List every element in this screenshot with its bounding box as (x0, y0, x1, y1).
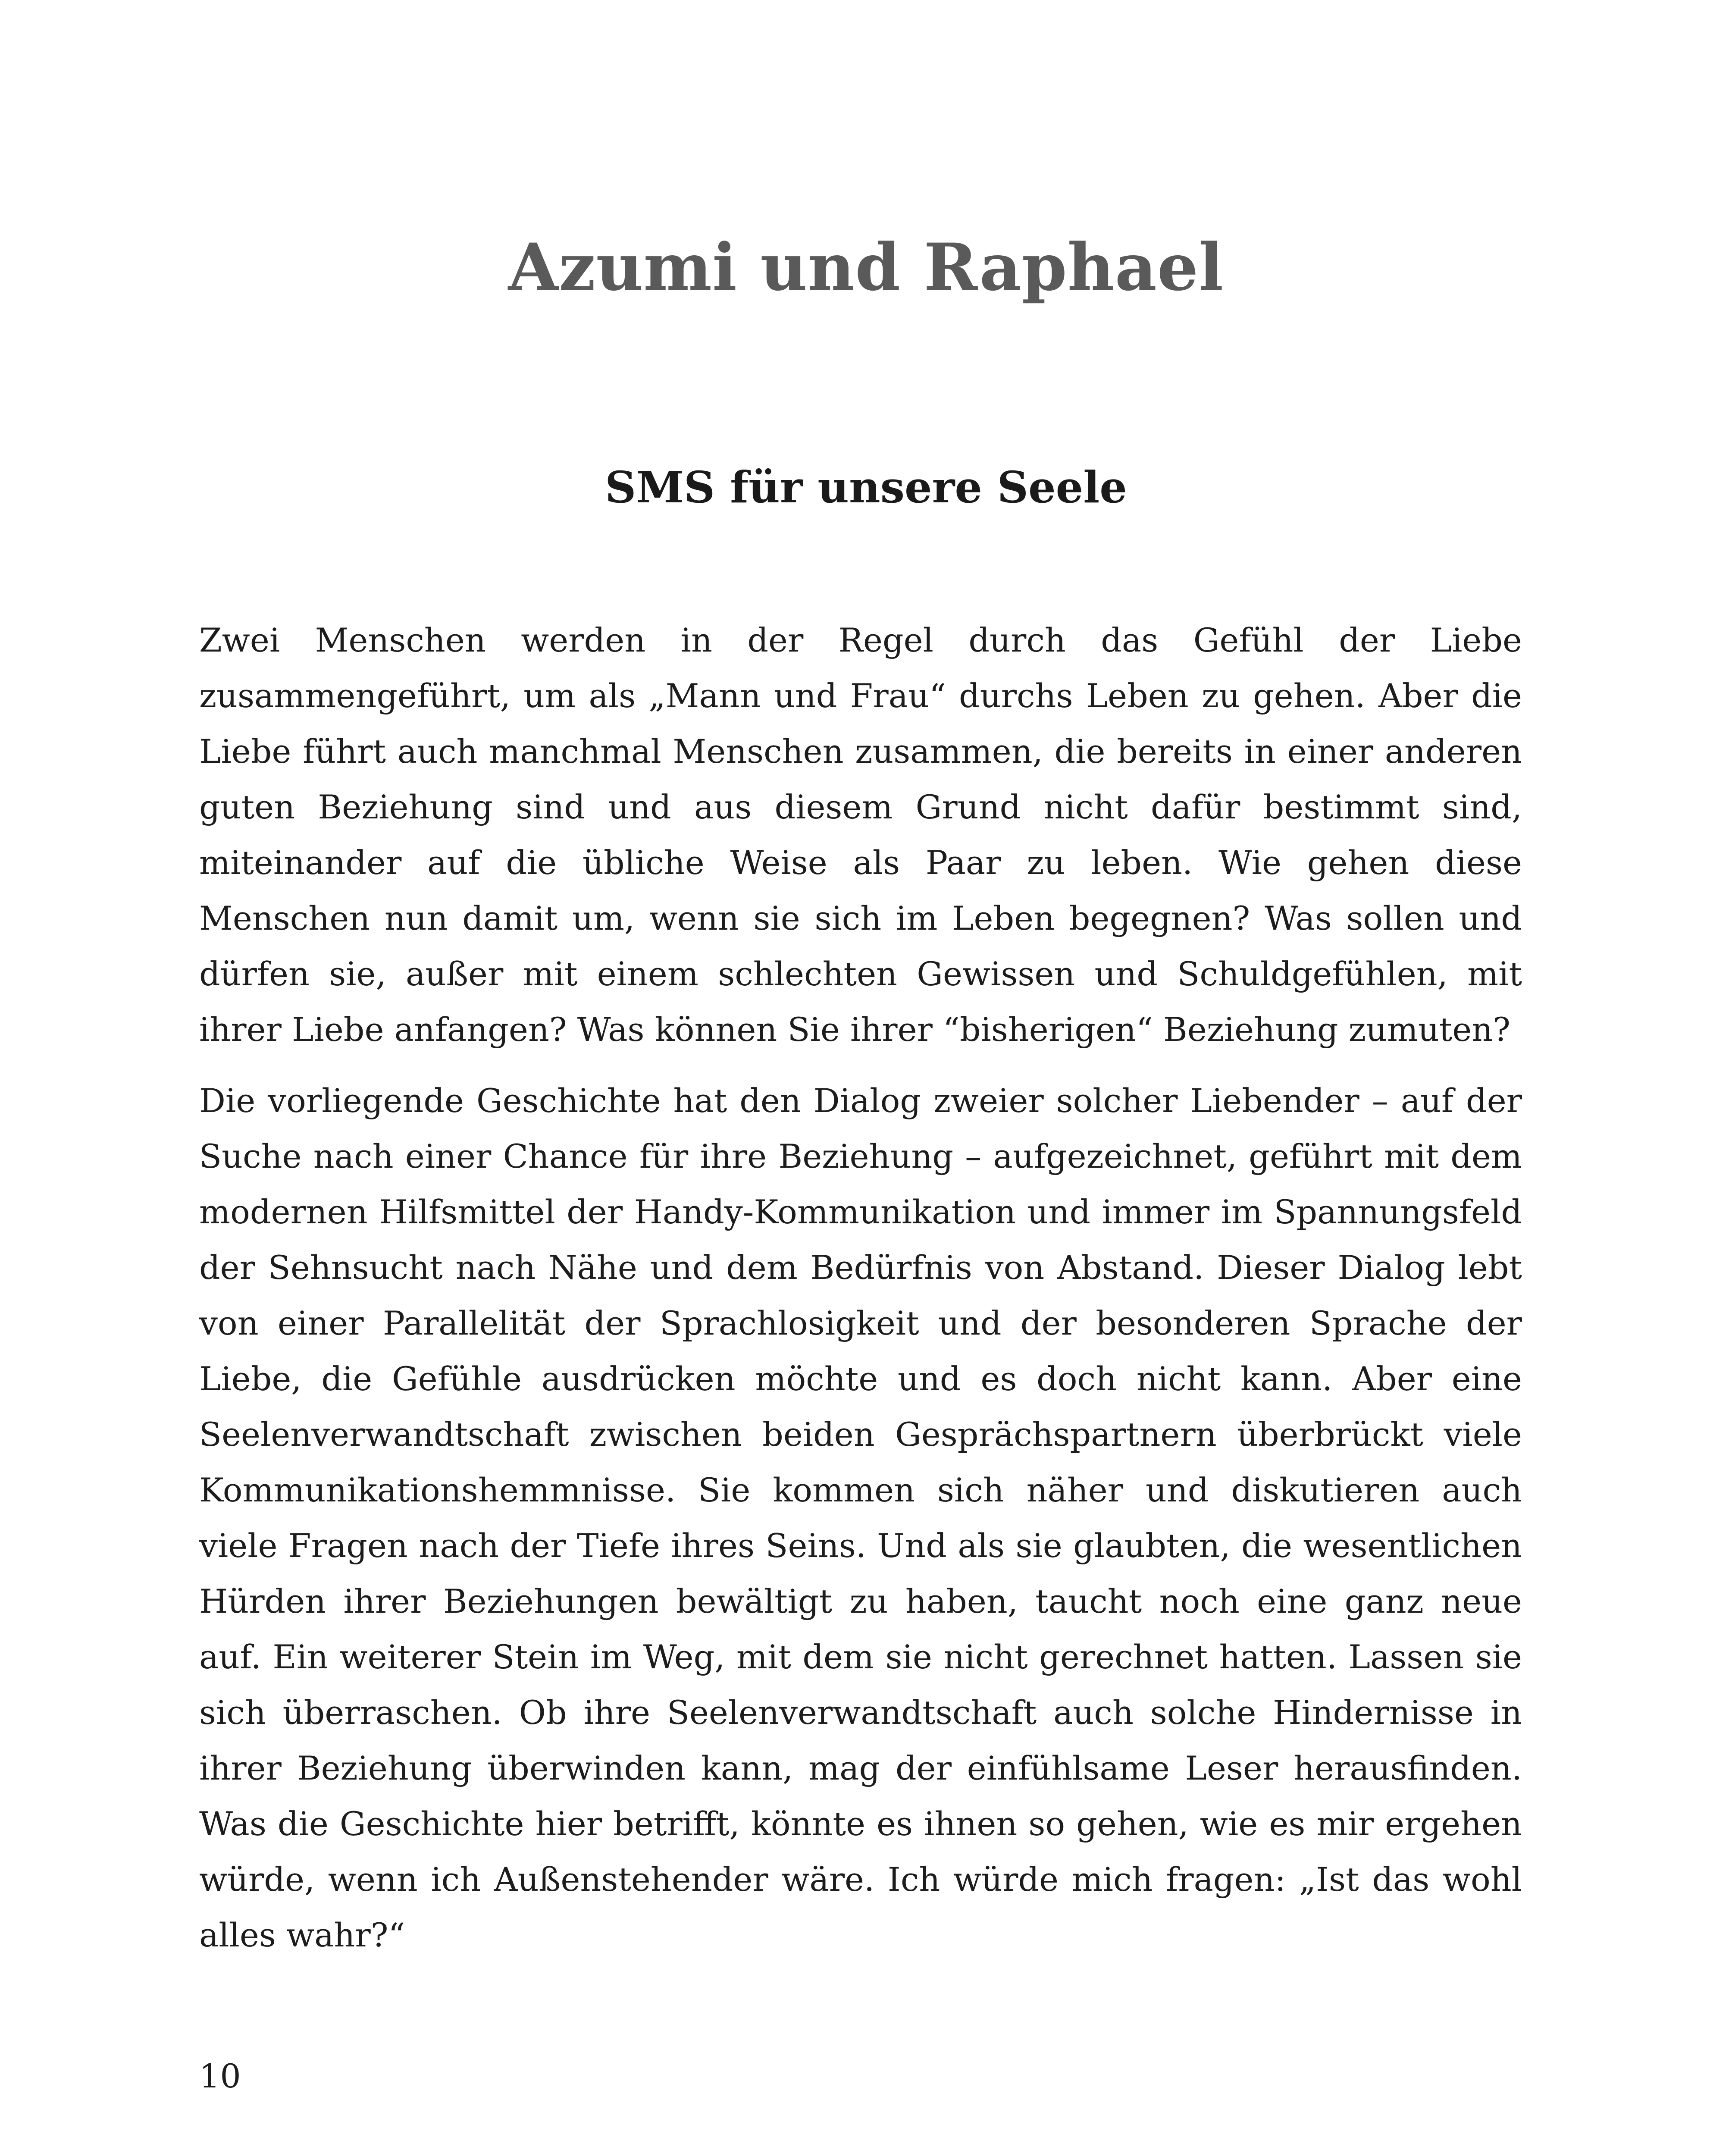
body-text (199, 612, 1522, 1978)
chapter-title: Azumi und Raphael (508, 229, 1224, 305)
paragraph-2: Die vorliegende Geschichte hat den Dialog zweier solcher Liebender – auf der Suche nach einer Chance für ihre Beziehung – aufgezeichnet, geführt mit dem modernen Hilfsmittel der Handy-Kommunikation und immer im Spannungsfeld der Sehnsucht nach Nähe und dem Bedürfnis von Abstand. Dieser Dialog lebt von einer Parallelität der Sprachlosigkeit und der besonderen Sprache der Liebe, die Gefühle ausdrücken möchte und es doch nicht kann. Aber eine Seelenverwandtschaft zwischen beiden Gesprächspartnern überbrückt viele Kommunikationshemmnisse. Sie kommen sich näher und diskutieren auch viele Fragen nach der Tiefe ihres Seins. Und als sie glaubten, die wesentlichen Hürden ihrer Beziehungen bewältigt zu haben, taucht noch eine ganz neue auf. Ein weiterer Stein im Weg, mit dem sie nicht gerechnet hatten. Lassen sie sich überraschen. Ob ihre Seelenverwandtschaft auch solche Hindernisse in ihrer Beziehung überwinden kann, mag der einfühlsame Leser herausfinden. Was die Geschichte hier betrifft, könnte es ihnen so gehen, wie es mir ergehen würde, wenn ich Außenstehender wäre. Ich würde mich fragen: „Ist das wohl alles wahr?“ (199, 1081, 1522, 1954)
page-number: 10 (199, 2057, 241, 2095)
paragraph-1: Zwei Menschen werden in der Regel durch das Gefühl der Liebe zusammengeführt, um als „Mann und Frau“ durchs Leben zu gehen. Aber die Liebe führt auch manchmal Menschen zusammen, die bereits in einer anderen guten Beziehung sind und aus diesem Grund nicht dafür bestimmt sind, miteinander auf die übliche Weise als Paar zu leben. Wie gehen diese Menschen nun damit um, wenn sie sich im Leben begegnen? Was sollen und dürfen sie, außer mit einem schlechten Gewissen und Schuldgefühlen, mit ihrer Liebe anfangen? Was können Sie ihrer “bisherigen“ Beziehung zumuten? (199, 621, 1522, 1049)
section-title: SMS für unsere Seele (605, 462, 1127, 513)
